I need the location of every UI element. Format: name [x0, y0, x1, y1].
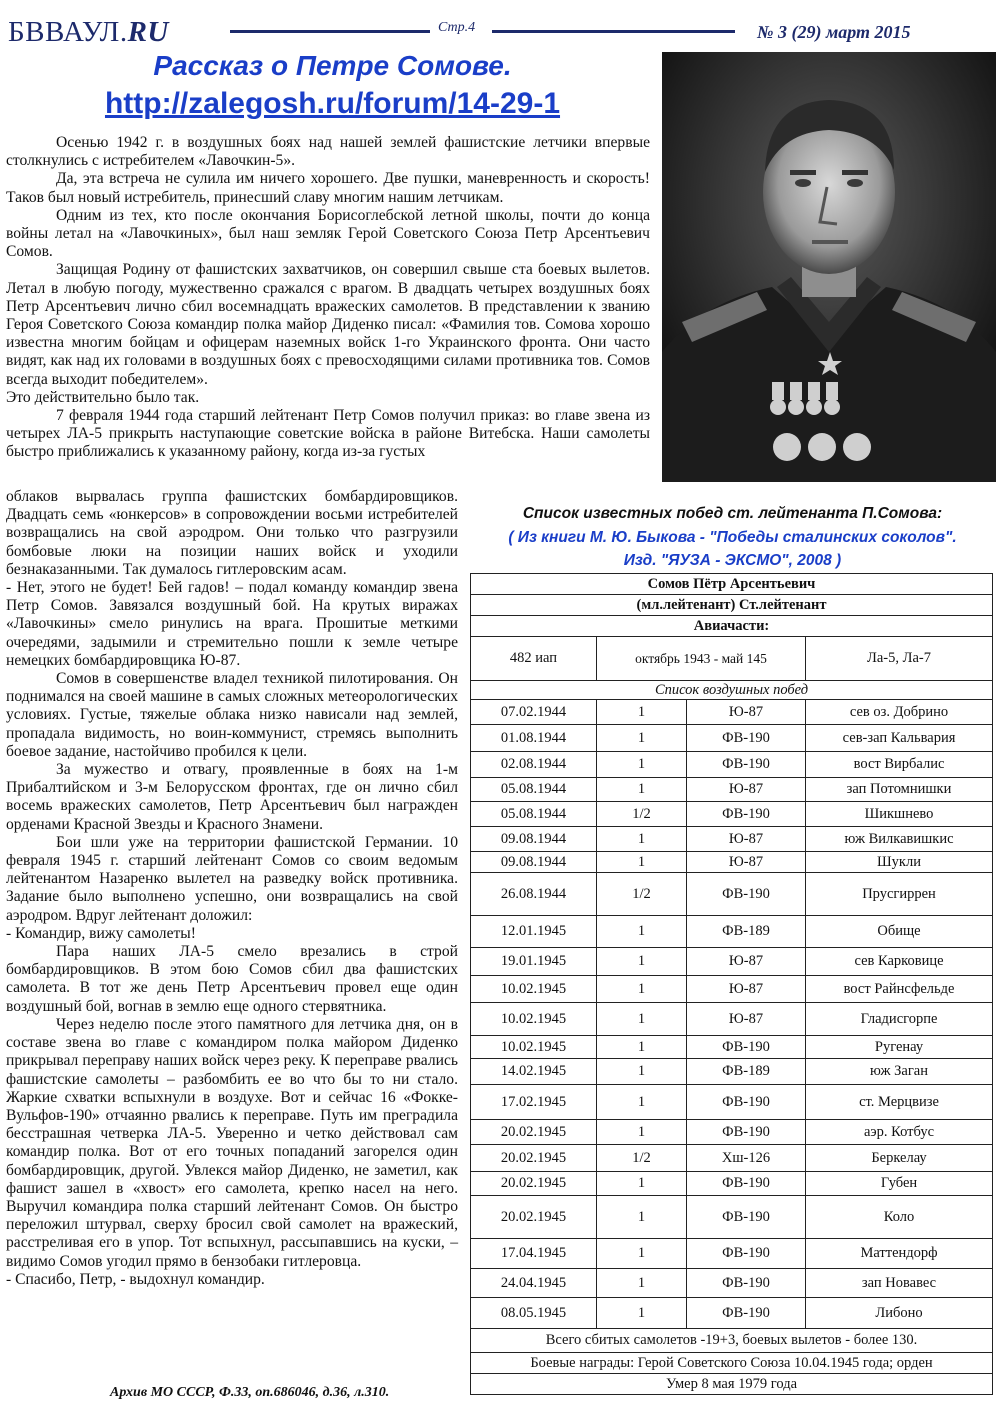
archive-reference: Архив МО СССР, Ф.33, оп.686046, д.36, л.310. [110, 1385, 390, 1400]
victory-date: 17.04.1945 [471, 1239, 597, 1269]
unit-name: 482 иап [471, 637, 597, 681]
victory-count: 1/2 [597, 1145, 687, 1172]
header-rule-left [230, 30, 430, 33]
page-number: Стр.4 [438, 20, 476, 35]
victory-date: 20.02.1945 [471, 1145, 597, 1172]
pilot-name: Сомов Пётр Арсентьевич [471, 574, 993, 595]
victory-place: сев-зап Кальвария [806, 725, 993, 752]
victories-total: Всего сбитых самолетов -19+3, боевых вылетов - более 130. [471, 1329, 993, 1353]
victory-count: 1 [597, 827, 687, 852]
victory-count: 1/2 [597, 802, 687, 827]
victory-type: Ю-87 [687, 700, 806, 725]
victory-date: 10.02.1945 [471, 976, 597, 1003]
victory-date: 12.01.1945 [471, 916, 597, 948]
paragraph: Бои шли уже на территории фашистской Германии. 10 февраля 1945 г. старший лейтенант Сомов со своим ведомым лейтенантом Назаренко вылетел на разведку войск противника. Задание было выполнено успешно, они возвращались на свой аэродром. Вдруг лейтенант доложил: [6, 833, 458, 924]
victory-place: Коло [806, 1196, 993, 1239]
victory-date: 17.02.1945 [471, 1085, 597, 1120]
victory-type: ФВ-190 [687, 873, 806, 916]
victory-type: ФВ-190 [687, 1269, 806, 1298]
victories-list-header: Список воздушных побед [471, 681, 993, 700]
victory-place: зап Потомнишки [806, 778, 993, 802]
victory-count: 1 [597, 1239, 687, 1269]
victory-row [471, 752, 993, 778]
victory-place: вост Райнсфельде [806, 976, 993, 1003]
victory-row [471, 700, 993, 725]
victory-place: аэр. Котбус [806, 1120, 993, 1145]
victory-date: 08.05.1945 [471, 1298, 597, 1329]
victory-place: юж Вилкавишкис [806, 827, 993, 852]
paragraph: Сомов в совершенстве владел техникой пилотирования. Он поднимался на своей машине в самых сложных метеорологических условиях. Густые, тяжелые облака низко нависали над землей, пропадала видимость, но воин-коммунист, стремясь выполнить боевое задание, настойчиво пробился к цели. [6, 670, 458, 760]
victory-type: Ю-87 [687, 778, 806, 802]
victory-row [471, 916, 993, 948]
victory-type: ФВ-190 [687, 1172, 806, 1196]
victory-type: ФВ-190 [687, 1298, 806, 1329]
victory-date: 20.02.1945 [471, 1196, 597, 1239]
paragraph: - Спасибо, Петр, - выдохнул командир. [6, 1270, 265, 1288]
victory-count: 1 [597, 1298, 687, 1329]
victory-date: 26.08.1944 [471, 873, 597, 916]
victory-count: 1 [597, 916, 687, 948]
victories-source-line1: ( Из книги М. Ю. Быкова - "Победы сталинских соколов". [508, 529, 957, 546]
victory-type: Ю-87 [687, 852, 806, 873]
article-text-top [6, 134, 650, 462]
victory-row [471, 1059, 993, 1085]
victory-type: ФВ-190 [687, 802, 806, 827]
victory-row [471, 1298, 993, 1329]
victory-count: 1 [597, 976, 687, 1003]
victories-awards: Боевые награды: Герой Советского Союза 10.04.1945 года; орден [471, 1353, 993, 1374]
victory-count: 1 [597, 1059, 687, 1085]
victory-place: Шукли [806, 852, 993, 873]
victories-table [470, 573, 993, 1395]
victory-type: ФВ-190 [687, 1196, 806, 1239]
victory-row [471, 873, 993, 916]
victory-type: ФВ-190 [687, 1036, 806, 1059]
victory-type: ФВ-190 [687, 1085, 806, 1120]
pilot-rank: (мл.лейтенант) Ст.лейтенант [471, 595, 993, 616]
masthead-main: БВВАУЛ. [8, 16, 128, 48]
paragraph: Это действительно было так. [6, 388, 200, 406]
victory-count: 1 [597, 1196, 687, 1239]
victory-type: ФВ-190 [687, 1239, 806, 1269]
victory-count: 1 [597, 1003, 687, 1036]
unit-period: октябрь 1943 - май 145 [597, 637, 806, 681]
victory-row [471, 948, 993, 976]
victory-row [471, 778, 993, 802]
victory-row [471, 1085, 993, 1120]
units-header: Авиачасти: [471, 616, 993, 637]
victory-row [471, 725, 993, 752]
paragraph: Пара наших ЛА-5 смело врезались в строй бомбардировщиков. В этом бою Сомов сбил два фашистских самолета. В тот же день Петр Арсентьевич провел еще один воздушный бой, вогнав в землю еще одного стервятника. [6, 943, 458, 1015]
victory-row [471, 852, 993, 873]
victory-place: Обище [806, 916, 993, 948]
victory-place: Прусгиррен [806, 873, 993, 916]
victory-count: 1 [597, 1120, 687, 1145]
victory-row [471, 1196, 993, 1239]
paragraph: облаков вырвалась группа фашистских бомбардировщиков. Двадцать семь «юнкерсов» в сопровождении восьми истребителей возвращались на свой аэродром. Они только что разгрузили бомбовые люки на позиции наших войск и уходили безнаказанными. Так думалось гитлеровским асам. [6, 488, 458, 578]
article-text-left [6, 488, 458, 1289]
victory-place: Губен [806, 1172, 993, 1196]
portrait-photo [662, 52, 996, 482]
victory-type: ФВ-189 [687, 916, 806, 948]
victory-place: Маттендорф [806, 1239, 993, 1269]
paragraph: - Командир, вижу самолеты! [6, 924, 196, 942]
victory-row [471, 1269, 993, 1298]
victory-place: сев оз. Добрино [806, 700, 993, 725]
victory-row [471, 802, 993, 827]
victory-count: 1 [597, 1269, 687, 1298]
victory-date: 05.08.1944 [471, 802, 597, 827]
victory-date: 24.04.1945 [471, 1269, 597, 1298]
paragraph: Да, эта встреча не сулила им ничего хорошего. Две пушки, маневренность и скорость! Таков был новый истребитель, принесший славу многим нашим летчикам. [6, 170, 650, 206]
portrait-drawing [662, 52, 996, 482]
victory-date: 09.08.1944 [471, 827, 597, 852]
paragraph: За мужество и отвагу, проявленные в боях на 1-м Прибалтийском и 3-м Белорусском фронтах, где он лично сбил восемь вражеских самолетов, Петр Арсентьевич был награжден орденами Красной Звезды и Красного Знамени. [6, 761, 458, 833]
victory-place: ст. Мерцвизе [806, 1085, 993, 1120]
victory-place: зап Новавес [806, 1269, 993, 1298]
victory-count: 1 [597, 725, 687, 752]
victory-row [471, 1239, 993, 1269]
victory-type: ФВ-190 [687, 1120, 806, 1145]
victory-count: 1 [597, 852, 687, 873]
victory-count: 1 [597, 752, 687, 778]
victory-type: Ю-87 [687, 827, 806, 852]
victories-title: Список известных побед ст. лейтенанта П.Сомова: [522, 505, 943, 522]
victory-count: 1/2 [597, 873, 687, 916]
victory-place: Либоно [806, 1298, 993, 1329]
victory-type: ФВ-190 [687, 725, 806, 752]
victory-place: Шикшнево [806, 802, 993, 827]
issue-number: № 3 (29) март 2015 [757, 22, 911, 42]
paragraph: 7 февраля 1944 года старший лейтенант Петр Сомов получил приказ: во главе звена из четырех ЛА-5 прикрыть наступающие советские войска в районе Витебска. Наши самолеты быстро приближались к указанному району, когда из-за густых [6, 407, 650, 461]
victory-type: ФВ-190 [687, 752, 806, 778]
unit-aircraft: Ла-5, Ла-7 [806, 637, 993, 681]
victory-date: 14.02.1945 [471, 1059, 597, 1085]
header-rule-right [492, 30, 735, 33]
victory-place: Гладисгорпе [806, 1003, 993, 1036]
victory-date: 10.02.1945 [471, 1036, 597, 1059]
victory-date: 01.08.1944 [471, 725, 597, 752]
victory-type: ФВ-189 [687, 1059, 806, 1085]
victory-row [471, 1120, 993, 1145]
victory-date: 10.02.1945 [471, 1003, 597, 1036]
paragraph: Осенью 1942 г. в воздушных боях над нашей землей фашистские летчики впервые столкнулись с истребителем «Лавочкин-5». [6, 134, 650, 170]
victory-row [471, 1003, 993, 1036]
victory-row [471, 1036, 993, 1059]
died-date: Умер 8 мая 1979 года [471, 1374, 993, 1395]
victory-place: Ругенау [806, 1036, 993, 1059]
victory-date: 20.02.1945 [471, 1172, 597, 1196]
victory-row [471, 1145, 993, 1172]
victory-date: 09.08.1944 [471, 852, 597, 873]
victory-date: 02.08.1944 [471, 752, 597, 778]
victory-row [471, 827, 993, 852]
victory-count: 1 [597, 700, 687, 725]
paragraph: - Нет, этого не будет! Бей гадов! – подал команду командир звена Петр Сомов. Завязался воздушный бой. На крутых виражах «Лавочкины» смело ринулись на врага. Прошитые меткими очередями, задымили и стремительно пошли к земле четыре немецких бомбардировщика Ю-87. [6, 579, 458, 669]
victory-count: 1 [597, 1172, 687, 1196]
article-title: Рассказ о Петре Сомове. [153, 50, 512, 81]
victory-place: сев Карковице [806, 948, 993, 976]
article-url-link[interactable]: http://zalegosh.ru/forum/14-29-1 [104, 87, 561, 120]
victory-count: 1 [597, 948, 687, 976]
paragraph: Защищая Родину от фашистских захватчиков, он совершил свыше ста боевых вылетов. Летал в любую погоду, мужественно сражался с врагом. В двадцать четырех воздушных боях Петр Арсентьевич лично сбил восемнадцать вражеских самолетов. В представлении к званию Героя Советского Союза командир полка майор Диденко писал: «Фамилия тов. Сомова хорошо известна многим бойцам и офицерам наземных войск 1-го Украинского фронта. Они часто видят, как над их головами в воздушных боях с превосходящими силами противника тов. Сомов всегда выходит победителем». [6, 261, 650, 388]
victory-date: 20.02.1945 [471, 1120, 597, 1145]
victory-place: Беркелау [806, 1145, 993, 1172]
masthead-logo [8, 16, 169, 49]
victory-place: вост Вирбалис [806, 752, 993, 778]
paragraph: Через неделю после этого памятного для летчика дня, он в составе звена во главе с командиром полка майором Диденко прикрывал переправу наших войск через реку. К переправе рвались фашистские самолеты – разбомбить ее во что бы то ни стало. Жаркие схватки вспыхнули в воздухе. Вот и сейчас 16 «Фокке-Вульфов-190» отчаянно рвались к переправе. Путь им преградила бесстрашная четверка ЛА-5. Уверенно и четко действовал сам командир полка. Вот от его точных попаданий загорелся один бомбардировщик, другой. Увлекся майор Диденко, не заметил, как фашист зашел в «хвост» его самолета, крепко насел на него. Выручил командира полка старший лейтенант Сомов. Он быстро переложил штурвал, сверху бросил свой самолет на вражеский, расстреливая его в упор. Тот вспыхнул, рассыпавшись на куски, – видимо Сомов угодил прямо в бензобаки гитлеровца. [6, 1015, 458, 1270]
paragraph: Одним из тех, кто после окончания Борисоглебской летной школы, почти до конца войны летал на «Лавочкиных», был наш земляк Герой Советского Союза Петр Арсентьевич Сомов. [6, 206, 650, 261]
victory-row [471, 1172, 993, 1196]
victory-date: 19.01.1945 [471, 948, 597, 976]
victory-count: 1 [597, 1036, 687, 1059]
victory-type: Ю-87 [687, 948, 806, 976]
victory-count: 1 [597, 1085, 687, 1120]
victory-row [471, 976, 993, 1003]
masthead-ru: RU [127, 16, 169, 48]
victory-count: 1 [597, 778, 687, 802]
victory-date: 07.02.1944 [471, 700, 597, 725]
victory-place: юж Заган [806, 1059, 993, 1085]
victory-date: 05.08.1944 [471, 778, 597, 802]
victory-type: Ю-87 [687, 976, 806, 1003]
victory-type: Хш-126 [687, 1145, 806, 1172]
victories-source-line2: Изд. "ЯУЗА - ЭКСМО", 2008 ) [623, 552, 842, 569]
victory-type: Ю-87 [687, 1003, 806, 1036]
